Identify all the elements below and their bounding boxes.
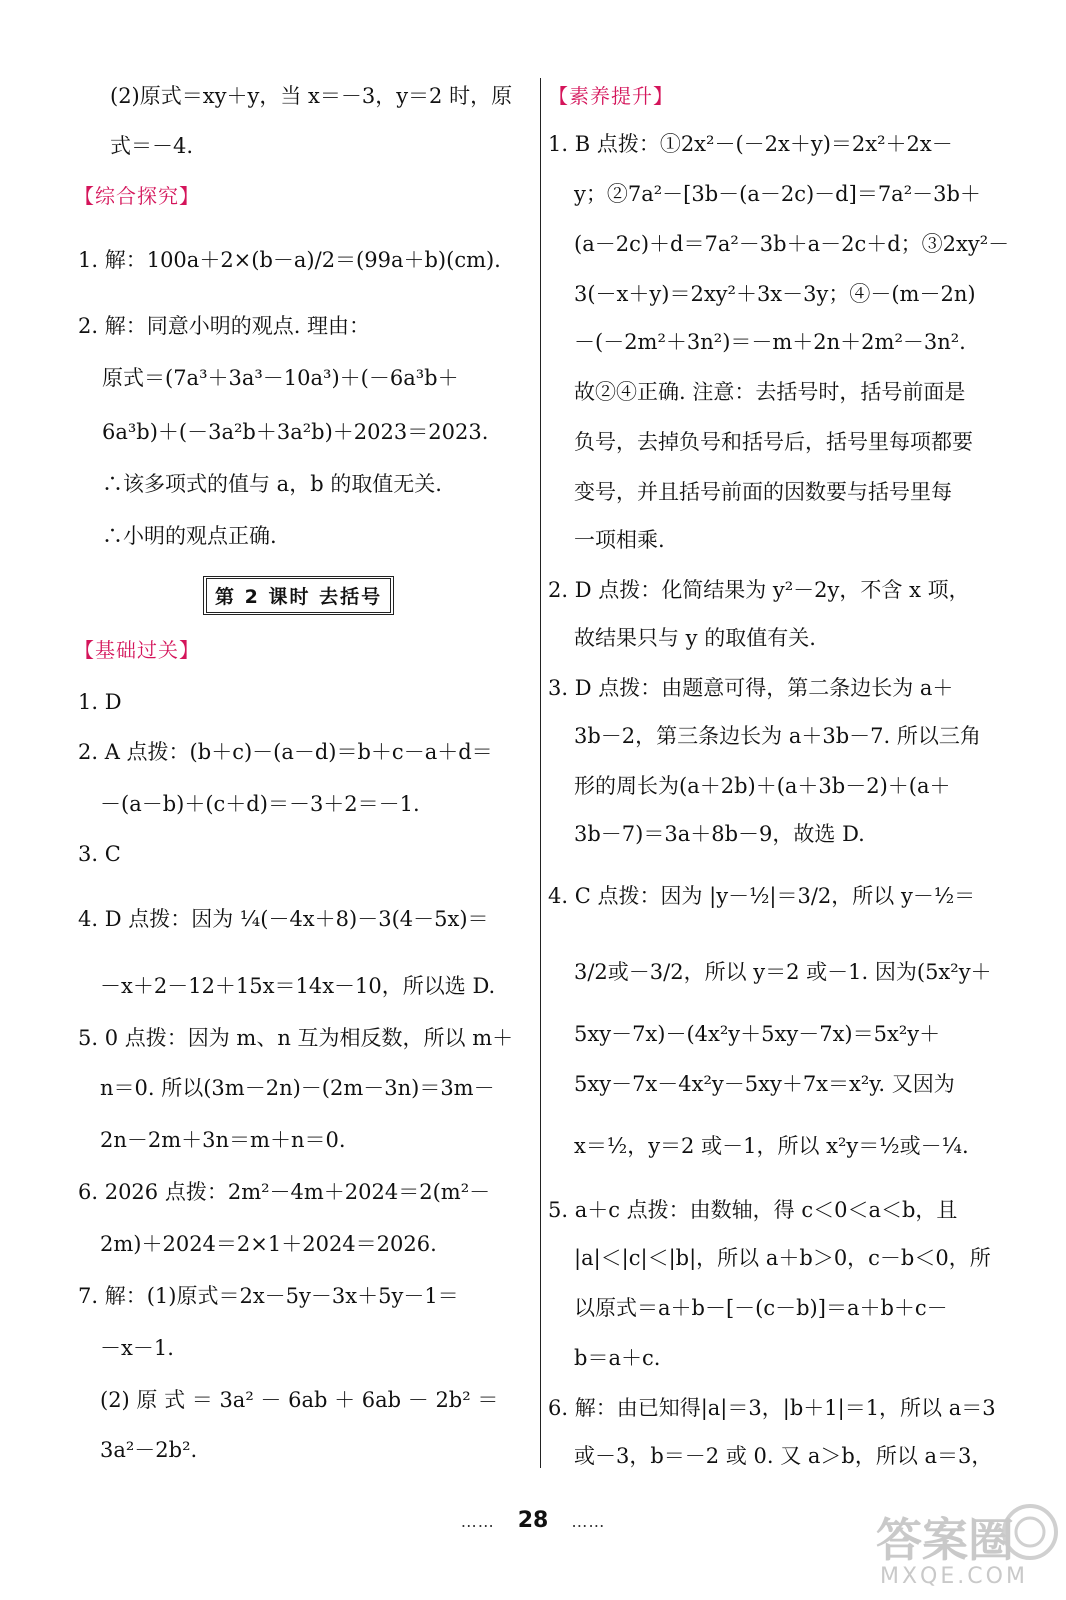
section-heading-zonghe: 【综合探究】	[74, 184, 200, 208]
right-text-line: b＝a＋c.	[574, 1346, 661, 1370]
right-text-line: |a|＜|c|＜|b|，所以 a＋b＞0，c－b＜0，所	[574, 1246, 991, 1270]
section-heading-jichu: 【基础过关】	[74, 638, 200, 662]
left-text-line: 1. D	[78, 690, 122, 714]
left-text-line: 1. 解：100a＋2×(b－a)/2＝(99a＋b)(cm).	[78, 248, 501, 272]
right-text-line: 1. B 点拨：①2x²－(－2x＋y)＝2x²＋2x－	[548, 132, 953, 156]
left-text-line: 2m)＋2024＝2×1＋2024＝2026.	[100, 1232, 437, 1256]
lesson-title-box	[203, 576, 394, 615]
right-text-line: 5xy－7x－4x²y－5xy＋7x＝x²y. 又因为	[574, 1072, 955, 1096]
right-text-line: 5xy－7x)－(4x²y＋5xy－7x)＝5x²y＋	[574, 1022, 941, 1046]
right-text-line: 3/2或－3/2，所以 y＝2 或－1. 因为(5x²y＋	[574, 960, 992, 984]
right-text-line: y；②7a²－[3b－(a－2c)－d]＝7a²－3b＋	[574, 182, 981, 206]
left-text-line: 式＝－4.	[110, 134, 194, 158]
left-text-line: ∴该多项式的值与 a，b 的取值无关.	[102, 472, 442, 496]
left-text-line: 2. 解：同意小明的观点. 理由：	[78, 314, 371, 338]
left-text-line: 2. A 点拨：(b＋c)－(a－d)＝b＋c－a＋d＝	[78, 740, 493, 764]
right-text-line: (a－2c)＋d＝7a²－3b＋a－2c＋d；③2xy²－	[574, 232, 1010, 256]
right-text-line: 负号，去掉负号和括号后，括号里每项都要	[574, 430, 973, 454]
right-text-line: 3b－7)＝3a＋8b－9，故选 D.	[574, 822, 865, 846]
right-text-line: 4. C 点拨：因为 |y－½|＝3/2，所以 y－½＝	[548, 884, 976, 908]
section-heading-suyang: 【素养提升】	[548, 84, 674, 108]
left-text-line: (2)原式＝xy＋y，当 x＝－3，y＝2 时，原	[110, 84, 513, 108]
left-text-line: 4. D 点拨：因为 ¼(－4x＋8)－3(4－5x)＝	[78, 907, 489, 931]
left-text-line: ∴小明的观点正确.	[102, 524, 277, 548]
column-divider	[540, 78, 541, 1468]
watermark-logo	[870, 1490, 1060, 1595]
left-text-line: －(a－b)＋(c＋d)＝－3＋2＝－1.	[100, 792, 420, 816]
left-text-line: 3. C	[78, 842, 121, 866]
footer-dots-left: ……	[460, 1512, 495, 1531]
right-text-line: 或－3，b＝－2 或 0. 又 a＞b，所以 a＝3，	[574, 1444, 993, 1468]
left-text-line: 6. 2026 点拨：2m²－4m＋2024＝2(m²－	[78, 1180, 491, 1204]
right-text-line: 以原式＝a＋b－[－(c－b)]＝a＋b＋c－	[574, 1296, 948, 1320]
right-text-line: －(－2m²＋3n²)＝－m＋2n＋2m²－3n².	[574, 330, 966, 354]
right-text-line: 形的周长为(a＋2b)＋(a＋3b－2)＋(a＋	[574, 774, 951, 798]
right-text-line: 故②④正确. 注意：去括号时，括号前面是	[574, 380, 966, 404]
right-text-line: 3b－2，第三条边长为 a＋3b－7. 所以三角	[574, 724, 981, 748]
right-text-line: 故结果只与 y 的取值有关.	[574, 626, 816, 650]
right-text-line: 一项相乘.	[574, 528, 665, 552]
right-text-line: 2. D 点拨：化简结果为 y²－2y，不含 x 项，	[548, 578, 970, 602]
left-text-line: －x－1.	[100, 1336, 174, 1360]
watermark-site: MXQE.COM	[880, 1564, 1028, 1589]
left-text-line: －x＋2－12＋15x＝14x－10，所以选 D.	[100, 974, 496, 998]
left-text-line: 5. 0 点拨：因为 m、n 互为相反数，所以 m＋	[78, 1026, 514, 1050]
lesson-title: 第 2 课时 去括号	[206, 578, 391, 613]
right-text-line: 变号，并且括号前面的因数要与括号里每	[574, 480, 952, 504]
footer-dots-right: ……	[571, 1512, 606, 1531]
right-text-line: 6. 解：由已知得|a|＝3，|b＋1|＝1，所以 a＝3	[548, 1396, 996, 1420]
right-text-line: 3. D 点拨：由题意可得，第二条边长为 a＋	[548, 676, 954, 700]
left-text-line: (2) 原 式 ＝ 3a² － 6ab ＋ 6ab － 2b² ＝	[100, 1388, 499, 1412]
left-text-line: 3a²－2b².	[100, 1438, 198, 1462]
left-text-line: n＝0. 所以(3m－2n)－(2m－3n)＝3m－	[100, 1076, 495, 1100]
right-text-line: 5. a＋c 点拨：由数轴，得 c＜0＜a＜b，且	[548, 1198, 958, 1222]
left-text-line: 7. 解：(1)原式＝2x－5y－3x＋5y－1＝	[78, 1284, 459, 1308]
right-text-line: x＝½，y＝2 或－1，所以 x²y＝½或－¼.	[574, 1134, 969, 1158]
left-text-line: 原式＝(7a³＋3a³－10a³)＋(－6a³b＋	[102, 366, 459, 390]
left-text-line: 6a³b)＋(－3a²b＋3a²b)＋2023＝2023.	[102, 420, 489, 444]
right-text-line: 3(－x＋y)＝2xy²＋3x－3y；④－(m－2n)	[574, 282, 976, 306]
page-number: 28	[517, 1508, 549, 1533]
left-text-line: 2n－2m＋3n＝m＋n＝0.	[100, 1128, 346, 1152]
watermark-brand: 答案圈	[876, 1513, 1014, 1567]
